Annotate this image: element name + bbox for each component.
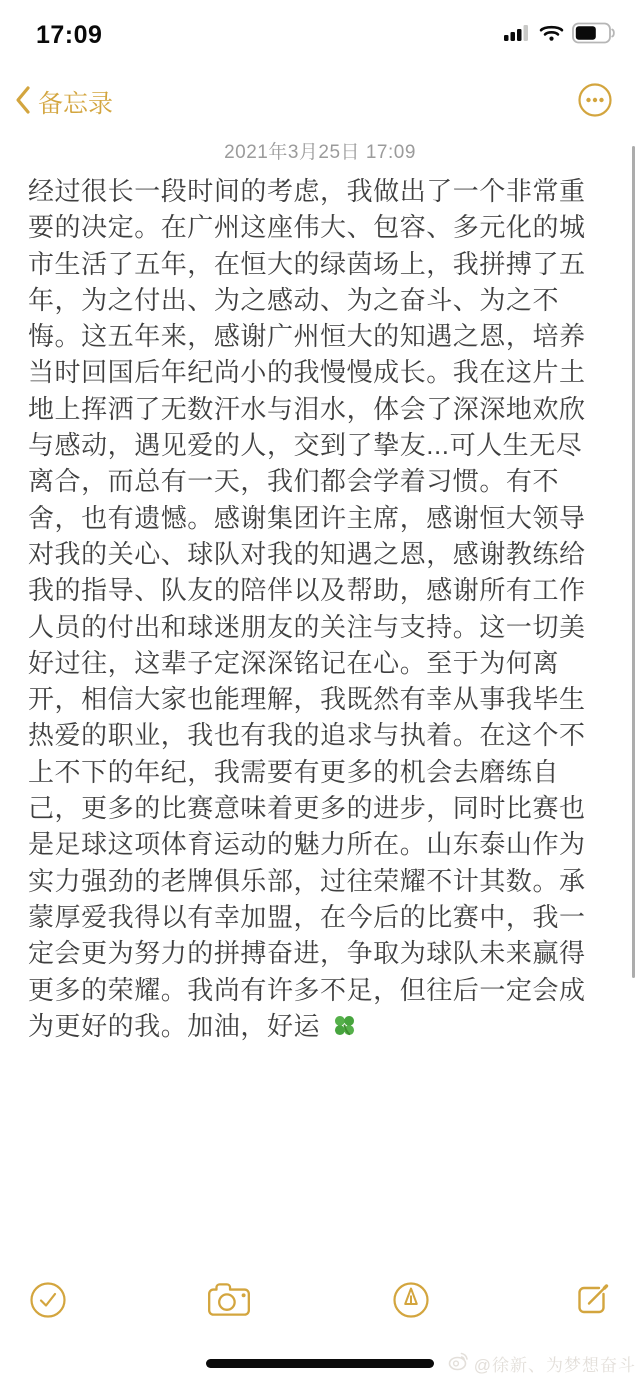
- note-line: 热爱的职业，我也有我的追求与执着。在这个不: [28, 720, 586, 751]
- note-date: 2021年3月25日 17:09: [224, 142, 416, 163]
- signal-strength-icon: [504, 24, 531, 47]
- back-label: 备忘录: [38, 90, 114, 118]
- note-line: 要的决定。在广州这座伟大、包容、多元化的城: [28, 212, 586, 243]
- weibo-logo-icon: [447, 1349, 471, 1378]
- ellipsis-circle-icon: [577, 82, 613, 123]
- note-line: 我的指导、队友的陪伴以及帮助，感谢所有工作: [28, 575, 586, 606]
- note-line: 己，更多的比赛意味着更多的进步，同时比赛也: [28, 793, 586, 824]
- note-line: 悔。这五年来，感谢广州恒大的知遇之恩，培养: [28, 321, 586, 352]
- markup-button[interactable]: [387, 1278, 435, 1326]
- note-line: 年，为之付出、为之感动、为之奋斗、为之不: [28, 284, 560, 315]
- note-line: 对我的关心、球队对我的知遇之恩，感谢教练给: [28, 538, 586, 569]
- note-line: 人员的付出和球迷朋友的关注与支持。这一切美: [28, 611, 586, 642]
- compose-icon: [571, 1279, 613, 1326]
- note-line-text: 为更好的我。加油，好运: [28, 1010, 321, 1041]
- note-line: 实力强劲的老牌俱乐部，过往荣耀不计其数。承: [28, 865, 586, 896]
- checklist-button[interactable]: [24, 1278, 72, 1326]
- note-line: 定会更为努力的拼搏奋进，争取为球队未来赢得: [28, 938, 586, 969]
- clover-emoji: [332, 1014, 357, 1044]
- note-line: 好过往，这辈子定深深铭记在心。至于为何离: [28, 647, 560, 678]
- note-line: 舍，也有遗憾。感谢集团许主席，感谢恒大领导: [28, 502, 586, 533]
- note-line: 开，相信大家也能理解，我既然有幸从事我毕生: [28, 684, 586, 715]
- scrollbar[interactable]: [632, 146, 635, 978]
- note-line: 与感动，遇见爱的人，交到了挚友...可人生无尽: [28, 430, 583, 461]
- status-time: 17:09: [36, 20, 103, 49]
- note-line: 是足球这项体育运动的魅力所在。山东泰山作为: [28, 829, 586, 860]
- nav-bar: [14, 82, 614, 122]
- camera-icon: [205, 1280, 253, 1325]
- camera-button[interactable]: [205, 1278, 253, 1326]
- wifi-icon: [539, 23, 564, 47]
- note-line: 经过很长一段时间的考虑，我做出了一个非常重: [28, 176, 586, 206]
- note-line: 上不下的年纪，我需要有更多的机会去磨练自: [28, 756, 560, 787]
- more-options-button[interactable]: [576, 83, 614, 121]
- marker-pen-circle-icon: [391, 1280, 431, 1325]
- status-icons: [504, 22, 616, 49]
- note-line: 更多的荣耀。我尚有许多不足，但往后一定会成: [28, 974, 586, 1005]
- note-line: 离合，而总有一天，我们都会学着习惯。有不: [28, 466, 560, 497]
- battery-icon: [572, 22, 616, 49]
- back-button[interactable]: [14, 84, 113, 120]
- note-line: 蒙厚爱我得以有幸加盟，在今后的比赛中，我一: [28, 901, 586, 932]
- weibo-watermark: [447, 1349, 636, 1378]
- note-line: 当时回国后年纪尚小的我慢慢成长。我在这片土: [28, 357, 586, 388]
- note-body[interactable]: [28, 173, 616, 1047]
- note-line: 市生活了五年，在恒大的绿茵场上，我拼搏了五: [28, 248, 586, 279]
- home-indicator[interactable]: [206, 1359, 434, 1368]
- watermark-text: @徐新、为梦想奋斗: [473, 1356, 636, 1375]
- checkmark-circle-icon: [28, 1280, 68, 1325]
- bottom-toolbar: [0, 1278, 640, 1326]
- note-line: 地上挥洒了无数汗水与泪水，体会了深深地欢欣: [28, 393, 586, 424]
- compose-button[interactable]: [568, 1278, 616, 1326]
- note-line: [28, 1008, 616, 1047]
- back-chevron-icon: [14, 85, 31, 120]
- status-bar: [0, 14, 640, 56]
